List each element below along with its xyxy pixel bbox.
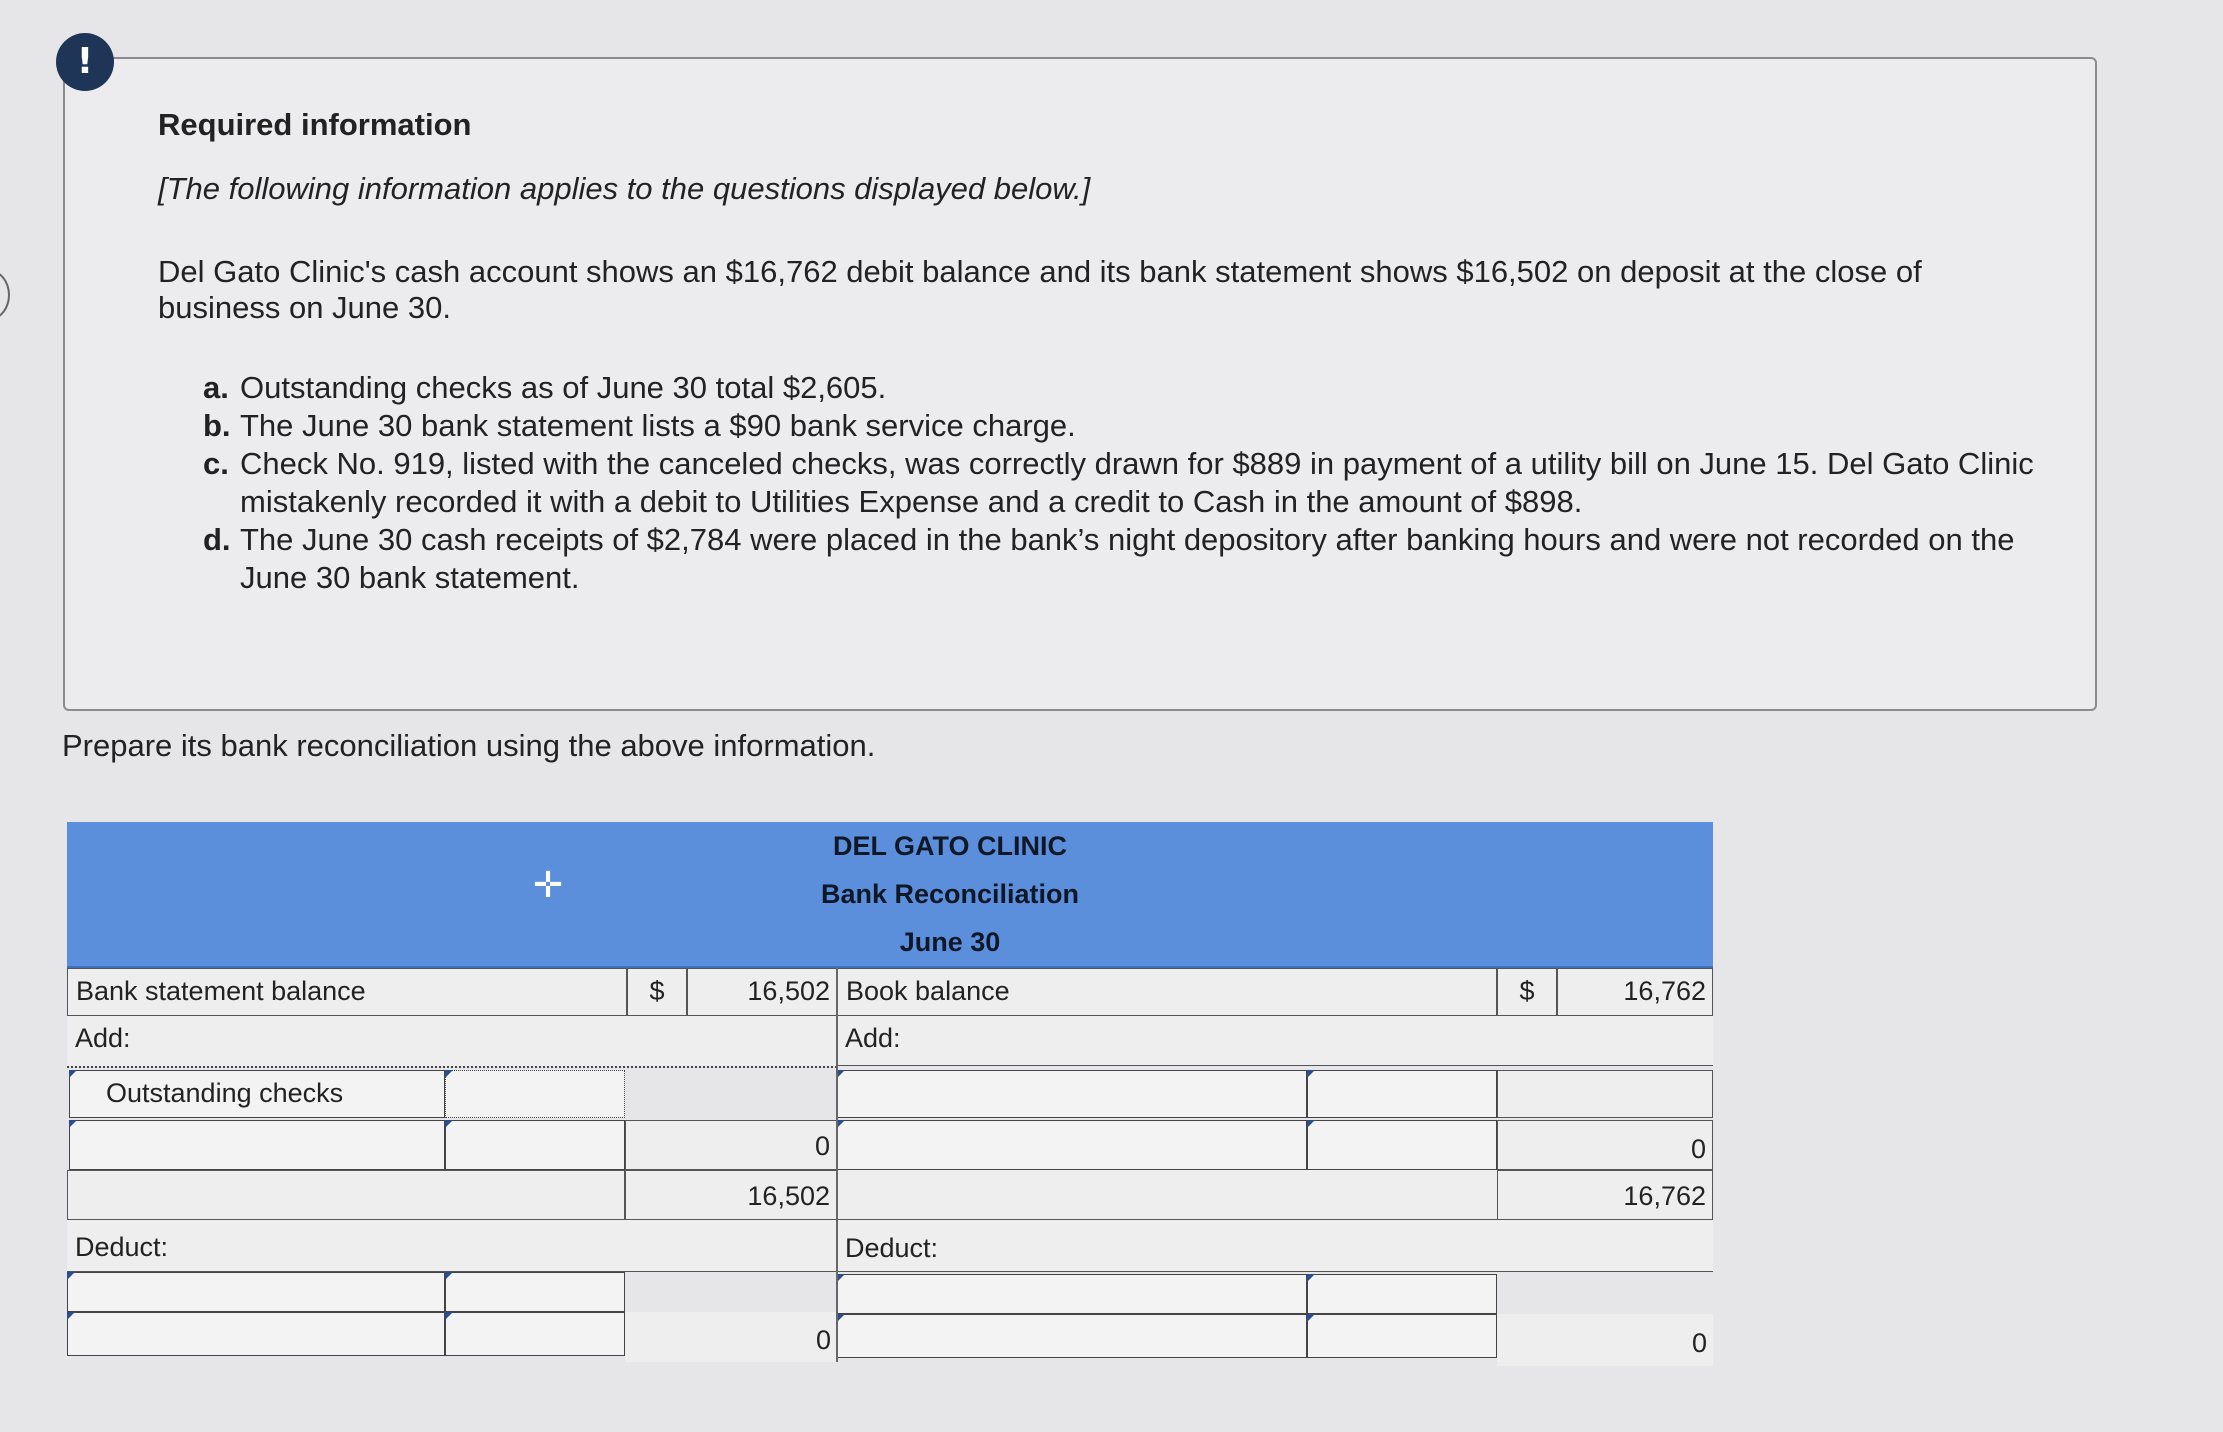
book-balance-currency: $ <box>1497 968 1557 1016</box>
book-add-total-cell-1 <box>1497 1070 1713 1118</box>
bank-add-total: 0 <box>625 1120 837 1170</box>
required-paragraph: Del Gato Clinic's cash account shows an $16,762 debit balance and its bank statement shows $16,502 on deposit at the close of business on June 30. <box>158 254 1922 325</box>
bank-add-item-2-input[interactable] <box>69 1120 445 1170</box>
header-company: DEL GATO CLINIC <box>832 831 1067 861</box>
required-subtitle: [The following information applies to the questions displayed below.] <box>158 171 1091 206</box>
question-prompt: Prepare its bank reconciliation using the above information. <box>62 728 876 763</box>
bank-add-label: Add: <box>67 1016 837 1066</box>
book-adjusted-subtotal: 16,762 <box>1497 1170 1713 1220</box>
list-item: b. The June 30 bank statement lists a $90 bank service charge. <box>203 408 1076 443</box>
dotted-divider <box>67 1066 837 1068</box>
book-balance-value: 16,762 <box>1557 968 1713 1016</box>
book-subtotal-label-cell <box>837 1170 1497 1220</box>
bank-deduct-total: 0 <box>625 1312 837 1362</box>
bank-add-amount-2-input[interactable] <box>445 1120 625 1170</box>
bank-deduct-item-2-input[interactable] <box>67 1312 445 1356</box>
book-add-amount-1-input[interactable] <box>1307 1070 1497 1118</box>
bank-adjusted-subtotal: 16,502 <box>625 1170 837 1220</box>
bank-deduct-item-1-input[interactable] <box>67 1272 445 1312</box>
move-cross-icon[interactable]: ✛ <box>533 865 564 906</box>
required-information-panel <box>63 57 2097 711</box>
header-company-row <box>67 822 1713 872</box>
bank-add-amount-1-input[interactable] <box>445 1070 625 1118</box>
header-date-row <box>67 918 1713 968</box>
book-add-item-2-input[interactable] <box>837 1120 1307 1170</box>
header-title-row <box>67 865 1713 920</box>
bank-reconciliation-table <box>67 822 1713 1382</box>
book-balance-label: Book balance <box>837 968 1497 1016</box>
header-title: Bank Reconciliation <box>820 879 1080 909</box>
bank-subtotal-label-cell <box>67 1170 625 1220</box>
bank-balance-label: Bank statement balance <box>67 968 627 1016</box>
left-edge-decoration <box>0 270 10 320</box>
alert-icon: ! <box>56 33 114 91</box>
column-divider <box>836 968 838 1362</box>
book-add-amount-2-input[interactable] <box>1307 1120 1497 1170</box>
list-item: c. Check No. 919, listed with the canceled checks, was correctly drawn for $889 in payment of a utility bill on June 15. Del Gato Clinic mistakenly recorded it with a debit to Utilities Expense and a credit to Cash in the amount of $898. <box>203 446 2034 519</box>
list-item: a. Outstanding checks as of June 30 total $2,605. <box>203 370 887 405</box>
bank-add-item-1-input[interactable]: Outstanding checks <box>69 1070 445 1118</box>
book-deduct-amount-2-input[interactable] <box>1307 1314 1497 1358</box>
book-add-total: 0 <box>1497 1120 1713 1170</box>
required-items-list <box>203 369 2053 597</box>
book-deduct-item-1-input[interactable] <box>837 1274 1307 1314</box>
bank-deduct-amount-1-input[interactable] <box>445 1272 625 1312</box>
header-date: June 30 <box>899 927 1001 957</box>
book-deduct-total: 0 <box>1497 1314 1713 1366</box>
bank-balance-currency: $ <box>627 968 687 1016</box>
book-deduct-amount-1-input[interactable] <box>1307 1274 1497 1314</box>
bank-deduct-amount-2-input[interactable] <box>445 1312 625 1356</box>
book-add-label: Add: <box>837 1016 1713 1066</box>
book-deduct-item-2-input[interactable] <box>837 1314 1307 1358</box>
bank-deduct-label: Deduct: <box>67 1220 837 1272</box>
list-item: d. The June 30 cash receipts of $2,784 were placed in the bank’s night depository after banking hours and were not recorded on the June 30 bank statement. <box>203 522 2015 595</box>
required-title: Required information <box>158 107 472 142</box>
book-deduct-label: Deduct: <box>837 1220 1713 1272</box>
bank-balance-value: 16,502 <box>687 968 837 1016</box>
book-add-item-1-input[interactable] <box>837 1070 1307 1118</box>
